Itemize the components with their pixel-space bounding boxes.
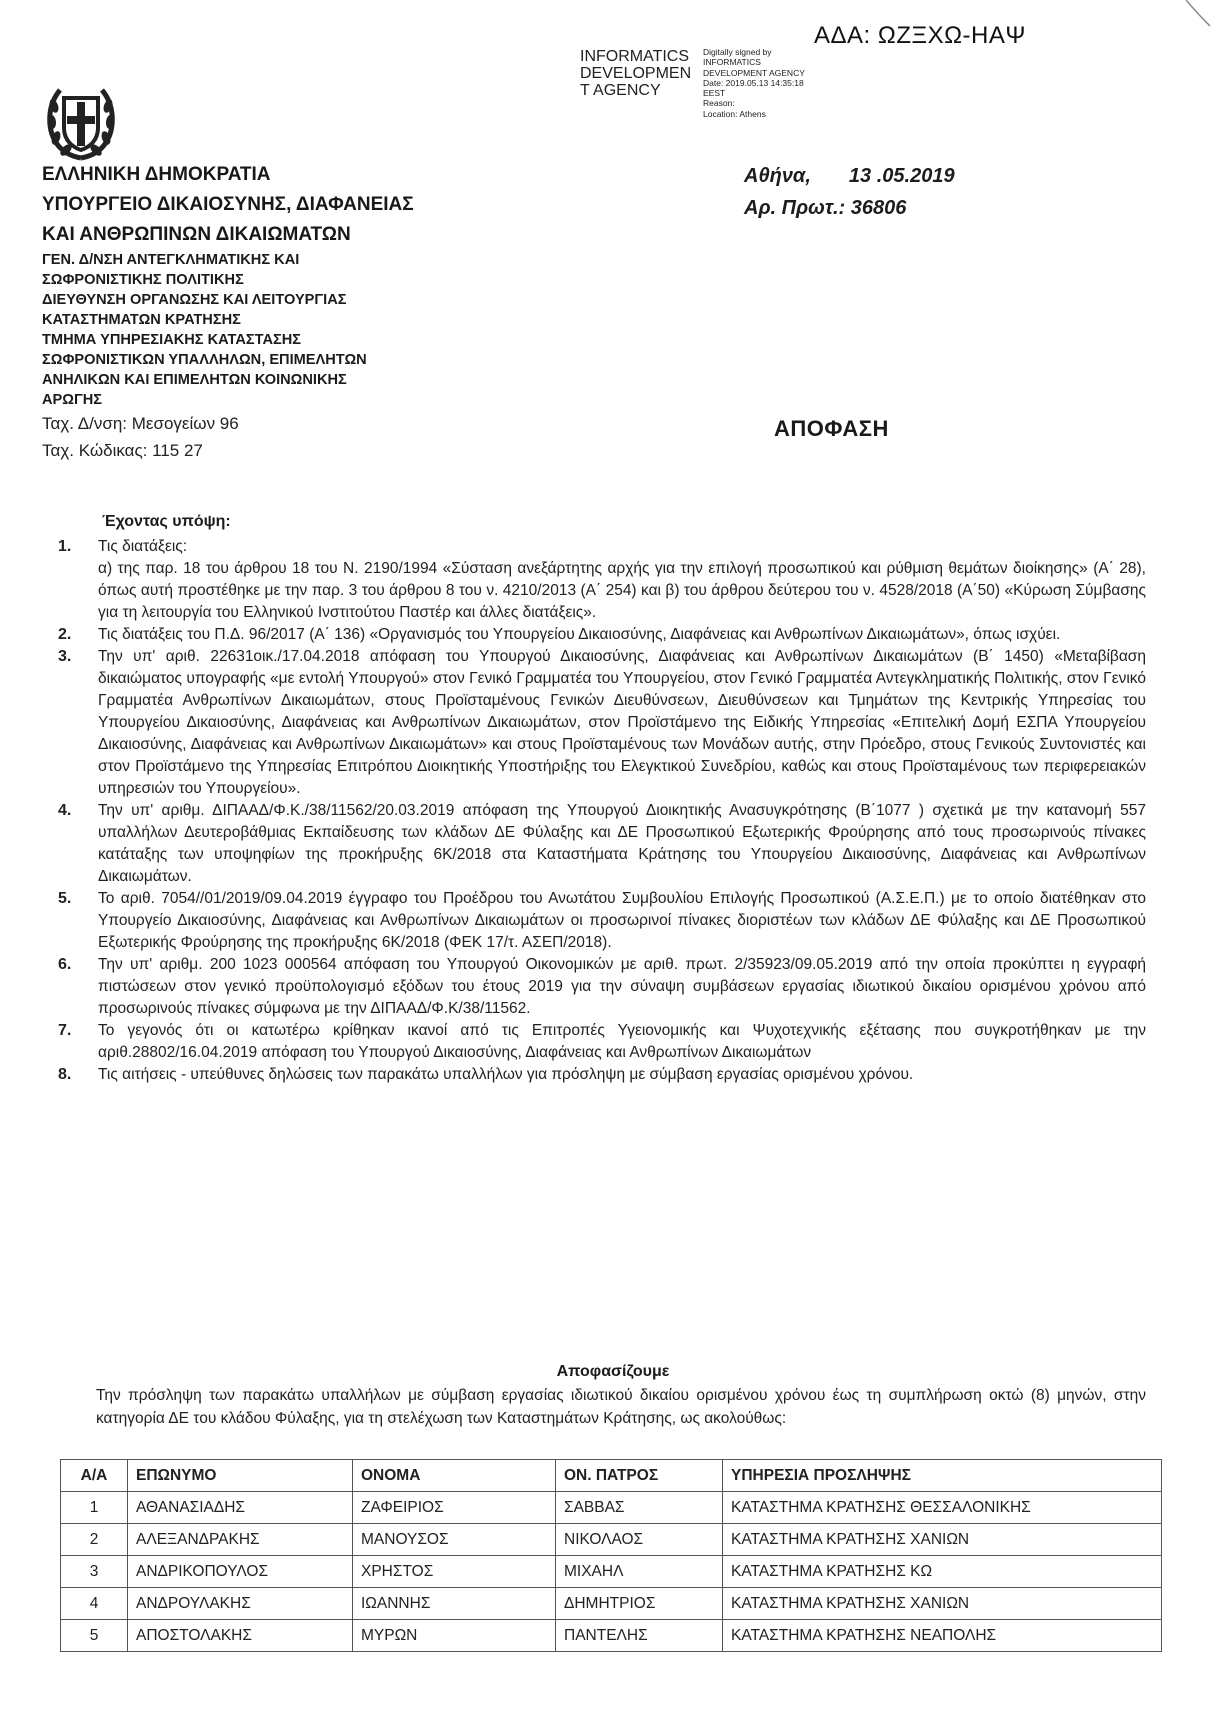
considering-heading: Έχοντας υπόψη:	[102, 513, 231, 530]
item-text: Τις διατάξεις:	[98, 538, 188, 555]
name-cell: ΜΥΡΩΝ	[353, 1620, 556, 1652]
hiring-intro-text: Την πρόσληψη των παρακάτω υπαλλήλων με σύμβαση εργασίας ιδιωτικού δικαίου ορισμένου χρόνου έως τη συμπλήρωση οκτώ (8) μηνών, στην κατηγορία ΔΕ του κλάδου Φύλαξης, για τη στελέχωση των Καταστημάτων Κράτησης, ως ακολούθως:	[96, 1387, 1146, 1427]
signature-details	[703, 47, 823, 119]
header-main-line: ΚΑΙ ΑΝΘΡΩΠΙΝΩΝ ΔΙΚΑΙΩΜΑΤΩΝ	[42, 224, 351, 245]
header-sub-line: ΣΩΦΡΟΝΙΣΤΙΚΩΝ ΥΠΑΛΛΗΛΩΝ, ΕΠΙΜΕΛΗΤΩΝ	[42, 352, 367, 368]
father-name-cell: ΜΙΧΑΗΛ	[556, 1556, 723, 1588]
considerations-list	[56, 536, 1146, 1086]
header-sub-line: ΑΡΩΓΗΣ	[42, 392, 103, 408]
service-cell: ΚΑΤΑΣΤΗΜΑ ΚΡΑΤΗΣΗΣ ΚΩ	[723, 1556, 1162, 1588]
row-number: 4	[61, 1588, 128, 1620]
row-number: 5	[61, 1620, 128, 1652]
scan-corner-mark	[1186, 0, 1226, 30]
protocol-number: Αρ. Πρωτ.: 36806	[744, 197, 907, 219]
signature-detail-line: Date: 2019.05.13 14:35:18	[703, 77, 804, 88]
column-header: ΕΠΩΝΥΜΟ	[128, 1460, 353, 1492]
list-item	[56, 624, 1146, 646]
row-number: 3	[61, 1556, 128, 1588]
signature-detail-line: Digitally signed by	[703, 47, 772, 57]
column-header: Α/Α	[61, 1460, 128, 1492]
item-text: Τις διατάξεις του Π.Δ. 96/2017 (Α΄ 136) «Οργανισμός του Υπουργείου Δικαιοσύνης, Διαφάνειας και Ανθρωπίνων Δικαιωμάτων», όπως ισχύει.	[98, 626, 1061, 643]
list-item	[56, 800, 1146, 888]
item-text: Την υπ' αριθμ. ΔΙΠΑΑΔ/Φ.Κ./38/11562/20.03.2019 απόφαση της Υπουργού Διοικητικής Ανασυγκρότησης (Β΄1077 ) σχετικά με την κατανομή 557 υπαλλήλων Δευτεροβάθμιας Εκπαίδευσης των κλάδων ΔΕ Φύλαξης και ΔΕ Προσωπικού Εξωτερικής Φρούρησης από τους προσωρινούς πίνακες κατάταξης των υποψηφίων της προκήρυξης 6Κ/2018 στα Καταστήματα Κράτησης του Υπουργείου Δικαιοσύνης, Διαφάνειας και Ανθρωπίνων Δικαιωμάτων.	[98, 802, 1146, 885]
header-sub-line: ΚΑΤΑΣΤΗΜΑΤΩΝ ΚΡΑΤΗΣΗΣ	[42, 312, 241, 328]
signature-detail-line: DEVELOPMENT AGENCY	[703, 67, 805, 78]
name-cell: ΧΡΗΣΤΟΣ	[353, 1556, 556, 1588]
service-cell: ΚΑΤΑΣΤΗΜΑ ΚΡΑΤΗΣΗΣ ΧΑΝΙΩΝ	[723, 1524, 1162, 1556]
father-name-cell: ΠΑΝΤΕΛΗΣ	[556, 1620, 723, 1652]
surname-cell: ΑΝΔΡΟΥΛΑΚΗΣ	[128, 1588, 353, 1620]
list-item	[56, 888, 1146, 954]
header-sub-line: ΣΩΦΡΟΝΙΣΤΙΚΗΣ ΠΟΛΙΤΙΚΗΣ	[42, 272, 244, 288]
surname-cell: ΑΘΑΝΑΣΙΑΔΗΣ	[128, 1492, 353, 1524]
father-name-cell: ΝΙΚΟΛΑΟΣ	[556, 1524, 723, 1556]
column-header: ΟΝΟΜΑ	[353, 1460, 556, 1492]
date-city: Αθήνα,	[744, 165, 811, 187]
table-row	[61, 1588, 1162, 1620]
item-number: 6.	[58, 956, 72, 973]
greek-coat-of-arms-icon	[46, 84, 116, 162]
item-number: 7.	[58, 1022, 72, 1039]
item-number: 5.	[58, 890, 72, 907]
item-text: α) της παρ. 18 του άρθρου 18 του Ν. 2190/1994 «Σύσταση ανεξάρτητης αρχής για την επιλογή προσωπικού και ρύθμιση θεμάτων διοίκησης» (Α΄ 28), όπως αυτή προστέθηκε με την παρ. 3 του άρθρου 8 του ν. 4210/2013 (Α΄ 254) και β) του άρθρου δεύτερου του ν. 4528/2018 (Α΄50) «Κύρωση Σύμβασης για τη λειτουργία του Ελληνικού Ινστιτούτου Παστέρ και άλλες διατάξεις».	[98, 560, 1146, 621]
header-address-line: Ταχ. Δ/νση: Μεσογείων 96	[42, 414, 239, 433]
header-sub-line: ΤΜΗΜΑ ΥΠΗΡΕΣΙΑΚΗΣ ΚΑΤΑΣΤΑΣΗΣ	[42, 332, 302, 348]
document-date: 13 .05.2019	[848, 165, 955, 187]
service-cell: ΚΑΤΑΣΤΗΜΑ ΚΡΑΤΗΣΗΣ ΝΕΑΠΟΛΗΣ	[723, 1620, 1162, 1652]
column-header: ΥΠΗΡΕΣΙΑ ΠΡΟΣΛΗΨΗΣ	[723, 1460, 1162, 1492]
date-row	[744, 160, 955, 192]
list-item	[56, 954, 1146, 1020]
item-text: Τις αιτήσεις - υπεύθυνες δηλώσεις των παρακάτω υπαλλήλων για πρόσληψη με σύμβαση εργασίας ορισμένου χρόνου.	[98, 1066, 914, 1083]
surname-cell: ΑΝΔΡΙΚΟΠΟΥΛΟΣ	[128, 1556, 353, 1588]
service-cell: ΚΑΤΑΣΤΗΜΑ ΚΡΑΤΗΣΗΣ ΘΕΣΣΑΛΟΝΙΚΗΣ	[723, 1492, 1162, 1524]
table-row	[61, 1492, 1162, 1524]
signature-agency-line: T AGENCY	[580, 82, 661, 99]
column-header: ΟΝ. ΠΑΤΡΟΣ	[556, 1460, 723, 1492]
list-item	[56, 1064, 1146, 1086]
name-cell: ΖΑΦΕΙΡΙΟΣ	[353, 1492, 556, 1524]
signature-detail-line: INFORMATICS	[703, 57, 761, 68]
table-row	[61, 1620, 1162, 1652]
issuing-authority-header	[42, 160, 502, 464]
service-cell: ΚΑΤΑΣΤΗΜΑ ΚΡΑΤΗΣΗΣ ΧΑΝΙΩΝ	[723, 1588, 1162, 1620]
signature-detail-line: EEST	[703, 88, 726, 99]
row-number: 2	[61, 1524, 128, 1556]
item-text: Την υπ' αριθμ. 200 1023 000564 απόφαση του Υπουργού Οικονομικών με αριθ. πρωτ. 2/35923/09.05.2019 από την οποία προκύπτει η εγγραφή πιστώσεων στον γενικό προϋπολογισμό εξόδων του έτους 2019 για την σύναψη συμβάσεων εργασίας ιδιωτικού δικαίου ορισμένου χρόνου από προσωρινούς πίνακες σύμφωνα με την ΔΙΠΑΑΔ/Φ.Κ/38/11562.	[98, 956, 1146, 1017]
header-sub-line: ΔΙΕΥΘΥΝΣΗ ΟΡΓΑΝΩΣΗΣ ΚΑΙ ΛΕΙΤΟΥΡΓΙΑΣ	[42, 292, 347, 308]
signature-detail-line: Reason:	[703, 98, 735, 109]
item-number: 2.	[58, 626, 72, 643]
header-main-line: ΕΛΛΗΝΙΚΗ ΔΗΜΟΚΡΑΤΙΑ	[42, 164, 271, 185]
name-cell: ΙΩΑΝΝΗΣ	[353, 1588, 556, 1620]
decision-title: ΑΠΟΦΑΣΗ	[774, 416, 889, 441]
hired-staff-table	[60, 1459, 1162, 1652]
item-number: 4.	[58, 802, 72, 819]
item-text: Το αριθ. 7054//01/2019/09.04.2019 έγγραφο του Προέδρου του Ανωτάτου Συμβουλίου Επιλογής Προσωπικού (Α.Σ.Ε.Π.) με το οποίο διατέθηκαν στο Υπουργείο Δικαιοσύνης, Διαφάνειας και Ανθρωπίνων Δικαιωμάτων οι προσωρινοί πίνακες διοριστέων των κλάδων ΔΕ Φύλαξης και ΔΕ Προσωπικού Εξωτερικής Φρούρησης της προκήρυξης 6Κ/2018 (ΦΕΚ 17/τ. ΑΣΕΠ/2018).	[98, 890, 1146, 951]
list-item	[56, 1020, 1146, 1064]
list-item	[56, 536, 1146, 624]
surname-cell: ΑΠΟΣΤΟΛΑΚΗΣ	[128, 1620, 353, 1652]
signature-agency-line: DEVELOPMEN	[580, 65, 692, 82]
ada-code: ΑΔΑ: ΩΖΞΧΩ-ΗΑΨ	[814, 22, 1026, 49]
row-number: 1	[61, 1492, 128, 1524]
date-protocol-block	[744, 160, 955, 224]
item-number: 3.	[58, 648, 72, 665]
signature-detail-line: Location: Athens	[703, 108, 766, 119]
table-row	[61, 1556, 1162, 1588]
father-name-cell: ΣΑΒΒΑΣ	[556, 1492, 723, 1524]
table-row	[61, 1524, 1162, 1556]
header-address-line: Ταχ. Κώδικας: 115 27	[42, 441, 203, 460]
item-number: 8.	[58, 1066, 72, 1083]
item-text: Την υπ' αριθ. 22631οικ./17.04.2018 απόφαση του Υπουργού Δικαιοσύνης, Διαφάνειας και Ανθρωπίνων Δικαιωμάτων (Β΄ 1450) «Μεταβίβαση δικαιώματος υπογραφής «με εντολή Υπουργού» στον Γενικό Γραμματέα του Υπουργείου, στον Γενικό Γραμματέα Αντεγκληματικής Πολιτικής, στον Γενικό Γραμματέα Ανθρωπίνων Δικαιωμάτων, στους Προϊσταμένους Γενικών Διευθύνσεων, Διευθύνσεων και Τμημάτων της Κεντρικής Υπηρεσίας του Υπουργείου Δικαιοσύνης, Διαφάνειας και Ανθρωπίνων Δικαιωμάτων, στον Προϊστάμενο της Ειδικής Υπηρεσίας «Επιτελική Δομή ΕΣΠΑ Υπουργείου Δικαιοσύνης, Διαφάνειας και Ανθρωπίνων Δικαιωμάτων» και στους Προϊσταμένους των Μονάδων αυτής, στην Πρόεδρο, στους Γενικούς Συντονιστές και στον Προϊστάμενο της Υπηρεσίας Επιτρόπου Διοικητικής Υποστήριξης του Ελεγκτικού Συνεδρίου, καθώς και στους Προϊσταμένους των περιφερειακών υπηρεσιών του Υπουργείου».	[98, 648, 1146, 797]
header-main-line: ΥΠΟΥΡΓΕΙΟ ΔΙΚΑΙΟΣΥΝΗΣ, ΔΙΑΦΑΝΕΙΑΣ	[42, 194, 414, 215]
signature-agency-line: INFORMATICS	[580, 48, 690, 65]
surname-cell: ΑΛΕΞΑΝΔΡΑΚΗΣ	[128, 1524, 353, 1556]
signature-agency	[580, 48, 696, 99]
item-number: 1.	[58, 538, 72, 555]
list-item	[56, 646, 1146, 800]
father-name-cell: ΔΗΜΗΤΡΙΟΣ	[556, 1588, 723, 1620]
header-sub-line: ΓΕΝ. Δ/ΝΣΗ ΑΝΤΕΓΚΛΗΜΑΤΙΚΗΣ ΚΑΙ	[42, 252, 300, 268]
resolve-heading: Αποφασίζουμε	[556, 1363, 670, 1380]
header-sub-line: ΑΝΗΛΙΚΩΝ ΚΑΙ ΕΠΙΜΕΛΗΤΩΝ ΚΟΙΝΩΝΙΚΗΣ	[42, 372, 347, 388]
table-header-row	[61, 1460, 1162, 1492]
item-text: Το γεγονός ότι οι κατωτέρω κρίθηκαν ικανοί από τις Επιτροπές Υγειονομικής και Ψυχοτεχνικής εξέτασης που συγκροτήθηκαν με την αριθ.28802/16.04.2019 απόφαση του Υπουργού Δικαιοσύνης, Διαφάνειας και Ανθρωπίνων Δικαιωμάτων	[98, 1022, 1146, 1061]
name-cell: ΜΑΝΟΥΣΟΣ	[353, 1524, 556, 1556]
